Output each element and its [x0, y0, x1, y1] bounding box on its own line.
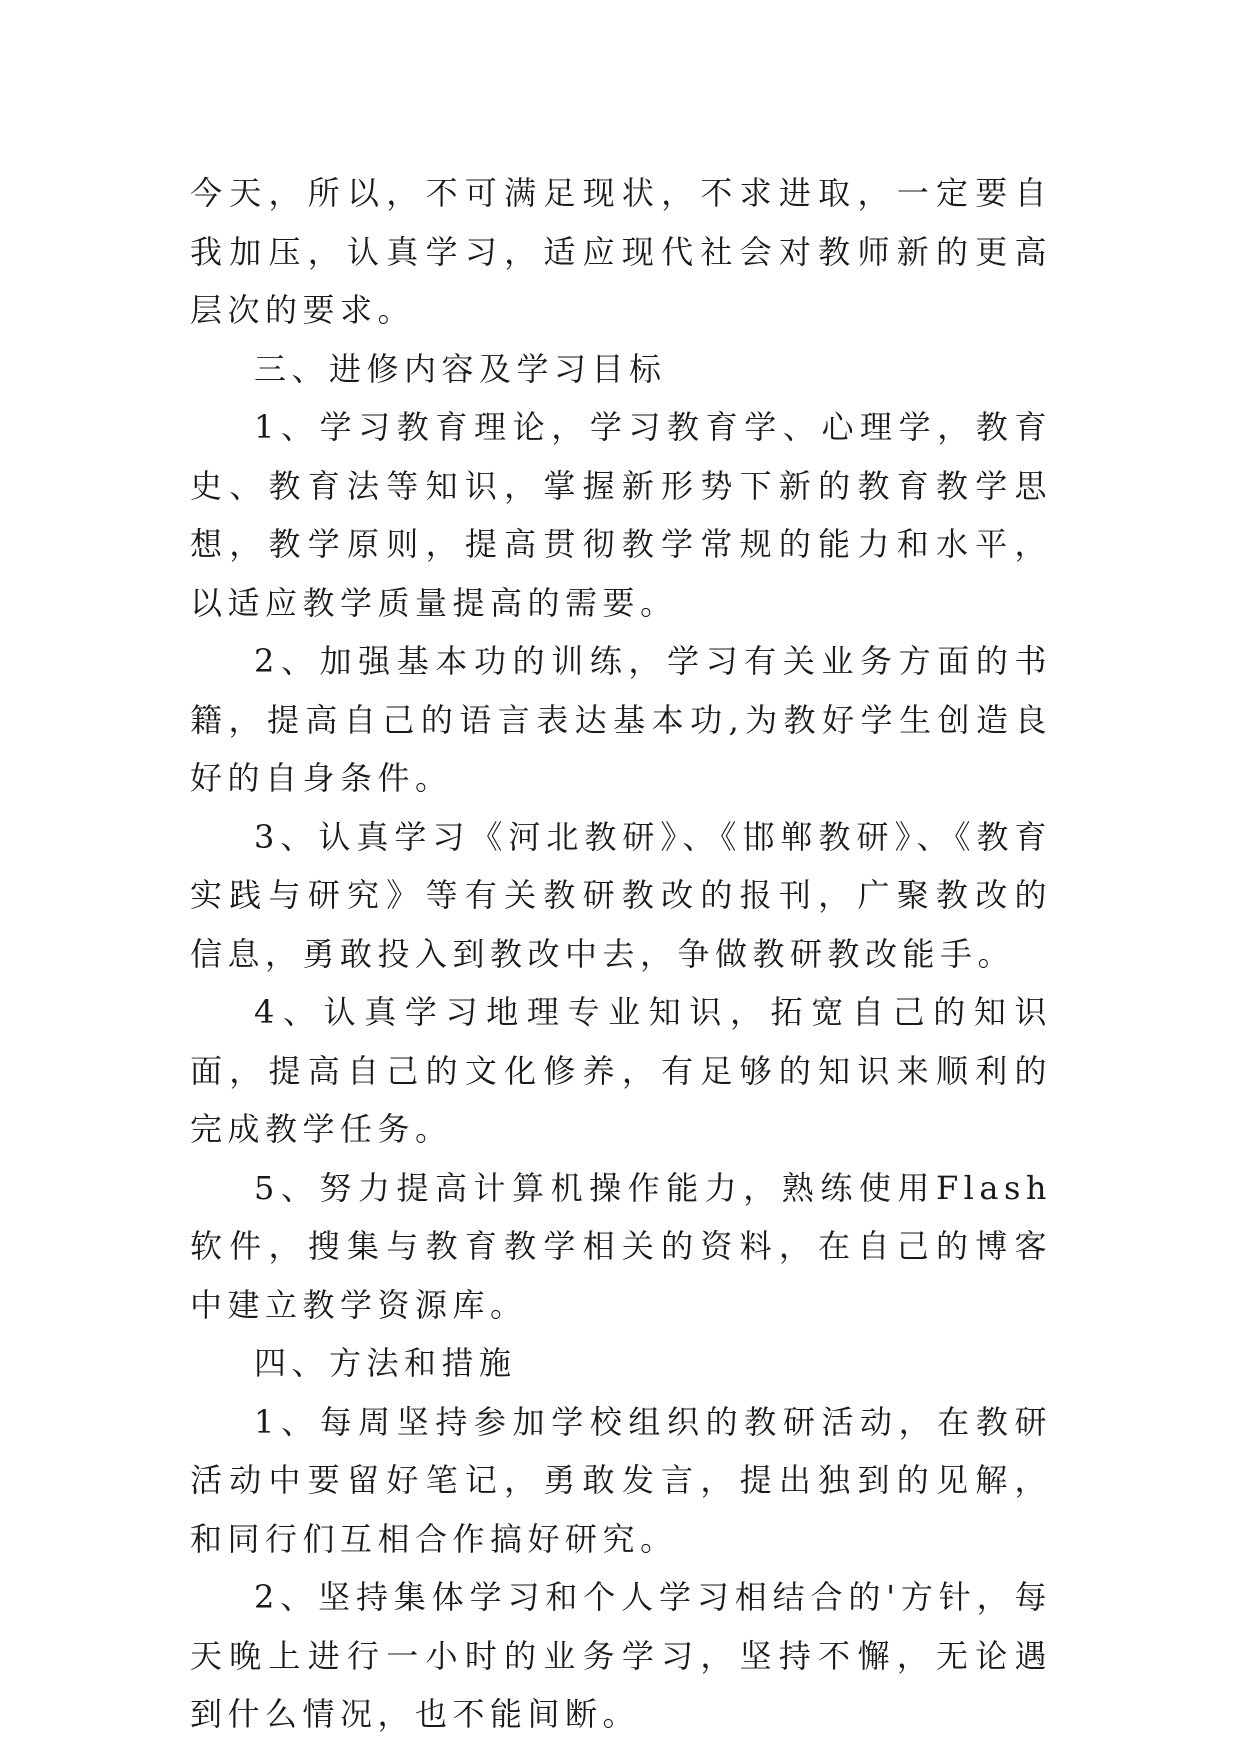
list-item-3-2: 2、加强基本功的训练，学习有关业务方面的书籍，提高自己的语言表达基本功,为教好学生创造良好的自身条件。 [190, 642, 1052, 797]
list-item-4-1: 1、每周坚持参加学校组织的教研活动，在教研活动中要留好笔记，勇敢发言，提出独到的见解，和同行们互相合作搞好研究。 [190, 1402, 1052, 1558]
section-heading-4: 四、方法和措施 [254, 1344, 517, 1382]
list-item-3-5: 5、努力提高计算机操作能力，熟练使用Flash软件，搜集与教育教学相关的资料，在自己的博客中建立教学资源库。 [190, 1168, 1052, 1324]
list-item-3-3: 3、认真学习《河北教研》、《邯郸教研》、《教育实践与研究》等有关教研教改的报刊，广聚教改的信息，勇敢投入到教改中去，争做教研教改能手。 [190, 817, 1052, 973]
paragraph-continuation: 今天，所以，不可满足现状，不求进取，一定要自我加压，认真学习，适应现代社会对教师新的更高层次的要求。 [190, 174, 1052, 329]
section-heading-3: 三、进修内容及学习目标 [254, 349, 667, 388]
document-body [190, 164, 1052, 1744]
list-item-3-4: 4、认真学习地理专业知识，拓宽自己的知识面，提高自己的文化修养，有足够的知识来顺利的完成教学任务。 [190, 993, 1052, 1148]
list-item-3-1: 1、学习教育理论，学习教育学、心理学，教育史、教育法等知识，掌握新形势下新的教育教学思想，教学原则，提高贯彻教学常规的能力和水平，以适应教学质量提高的需要。 [190, 408, 1052, 622]
list-item-4-2: 2、坚持集体学习和个人学习相结合的'方针，每天晚上进行一小时的业务学习，坚持不懈，无论遇到什么情况，也不能间断。 [190, 1578, 1052, 1733]
